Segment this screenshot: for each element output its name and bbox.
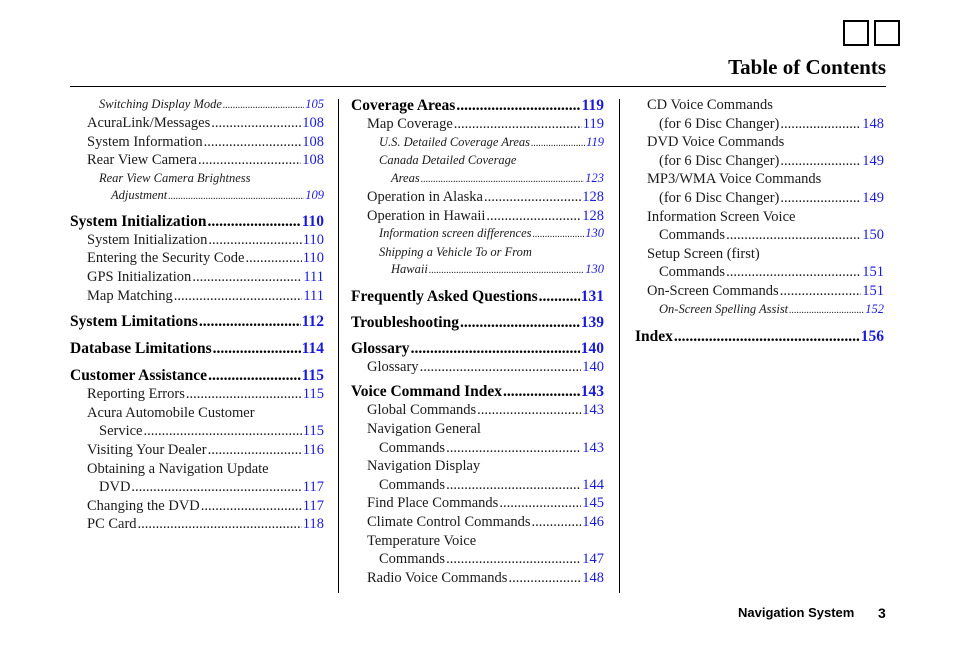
page-title: Table of Contents: [728, 55, 886, 79]
toc-entry[interactable]: U.S. Detailed Coverage Areas ..... 119: [351, 134, 604, 153]
toc-column-1: [70, 96, 324, 534]
toc-entry-line: Shipping a Vehicle To or From: [379, 244, 532, 259]
toc-heading[interactable]: Index ..... 156: [635, 327, 884, 346]
toc-entry[interactable]: Operation in Hawaii ..... 128: [351, 207, 604, 226]
toc-heading[interactable]: System Initialization ..... 110: [70, 212, 324, 231]
toc-entry[interactable]: Changing the DVD ..... 117: [70, 497, 324, 516]
toc-entry[interactable]: (for 6 Disc Changer) ..... 149: [635, 152, 884, 171]
toc-heading[interactable]: System Limitations ..... 112: [70, 312, 324, 331]
toc-entry[interactable]: Switching Display Mode ..... 105: [70, 96, 324, 114]
toc-entry-line: Information Screen Voice: [647, 208, 796, 225]
nav-box-icon[interactable]: [843, 20, 869, 46]
toc-entry-line: CD Voice Commands: [647, 97, 773, 113]
toc-entry[interactable]: Reporting Errors ..... 115: [70, 385, 324, 404]
toc-entry-line: Navigation Display: [367, 458, 481, 475]
footer-section-label: Navigation System: [738, 605, 855, 620]
toc-entry-line: Setup Screen (first): [647, 245, 760, 262]
toc-entry-line: Navigation General: [367, 420, 481, 437]
toc-heading[interactable]: Voice Command Index ..... 143: [351, 382, 604, 401]
toc-entry[interactable]: Commands ..... 143: [351, 439, 604, 458]
toc-entry[interactable]: On-Screen Spelling Assist ..... 152: [635, 301, 884, 320]
toc-entry[interactable]: Service ..... 115: [70, 422, 324, 441]
toc-heading[interactable]: Database Limitations ..... 114: [70, 339, 324, 358]
toc-entry[interactable]: On-Screen Commands ..... 151: [635, 282, 884, 301]
toc-entry[interactable]: Areas ..... 123: [351, 170, 604, 189]
toc-heading[interactable]: Frequently Asked Questions ..... 131: [351, 287, 604, 306]
toc-entry[interactable]: Map Matching ..... 111: [70, 287, 324, 306]
toc-column-3: [635, 96, 884, 346]
toc-entry-line: Canada Detailed Coverage: [379, 153, 517, 168]
column-divider: [619, 99, 620, 593]
toc-entry-line: DVD Voice Commands: [647, 134, 785, 151]
toc-entry[interactable]: Radio Voice Commands ..... 148: [351, 569, 604, 588]
toc-heading[interactable]: Glossary ..... 140: [351, 339, 604, 358]
toc-entry[interactable]: Find Place Commands ..... 145: [351, 494, 604, 513]
toc-entry[interactable]: Information screen differences ..... 130: [351, 225, 604, 244]
toc-entry[interactable]: Commands ..... 151: [635, 263, 884, 282]
toc-entry[interactable]: System Information ..... 108: [70, 133, 324, 152]
toc-entry[interactable]: PC Card ..... 118: [70, 515, 324, 534]
toc-entry[interactable]: Operation in Alaska ..... 128: [351, 188, 604, 207]
header-rule: [70, 86, 886, 87]
toc-entry[interactable]: Glossary ..... 140: [351, 358, 604, 377]
toc-entry[interactable]: Rear View Camera ..... 108: [70, 151, 324, 170]
toc-entry[interactable]: System Initialization ..... 110: [70, 231, 324, 250]
toc-entry[interactable]: (for 6 Disc Changer) ..... 148: [635, 115, 884, 134]
toc-entry[interactable]: AcuraLink/Messages ..... 108: [70, 114, 324, 133]
toc-heading[interactable]: Troubleshooting ..... 139: [351, 313, 604, 332]
toc-entry-line: MP3/WMA Voice Commands: [647, 171, 822, 188]
toc-entry[interactable]: DVD ..... 117: [70, 478, 324, 497]
toc-heading[interactable]: Coverage Areas ..... 119: [351, 96, 604, 115]
toc-entry-line: Obtaining a Navigation Update: [87, 460, 269, 477]
toc-entry[interactable]: Visiting Your Dealer ..... 116: [70, 441, 324, 460]
nav-box-icon[interactable]: [874, 20, 900, 46]
toc-entry[interactable]: Global Commands ..... 143: [351, 401, 604, 420]
toc-entry[interactable]: Commands ..... 150: [635, 226, 884, 245]
footer-page-number: 3: [878, 605, 886, 621]
toc-entry-line: Acura Automobile Customer: [87, 404, 255, 421]
toc-entry[interactable]: Hawaii ..... 130: [351, 261, 604, 280]
toc-column-2: [351, 96, 604, 587]
toc-entry[interactable]: Commands ..... 147: [351, 550, 604, 569]
toc-entry[interactable]: Commands ..... 144: [351, 476, 604, 495]
toc-entry[interactable]: (for 6 Disc Changer) ..... 149: [635, 189, 884, 208]
toc-entry[interactable]: Adjustment ..... 109: [70, 187, 324, 206]
toc-entry[interactable]: GPS Initialization ..... 111: [70, 268, 324, 287]
toc-entry[interactable]: Entering the Security Code ..... 110: [70, 249, 324, 268]
column-divider: [338, 99, 339, 593]
toc-heading[interactable]: Customer Assistance ..... 115: [70, 366, 324, 385]
toc-entry-line: Rear View Camera Brightness: [99, 170, 251, 185]
toc-entry-line: Temperature Voice: [367, 532, 477, 549]
toc-entry[interactable]: Map Coverage ..... 119: [351, 115, 604, 134]
toc-entry[interactable]: Climate Control Commands ..... 146: [351, 513, 604, 532]
